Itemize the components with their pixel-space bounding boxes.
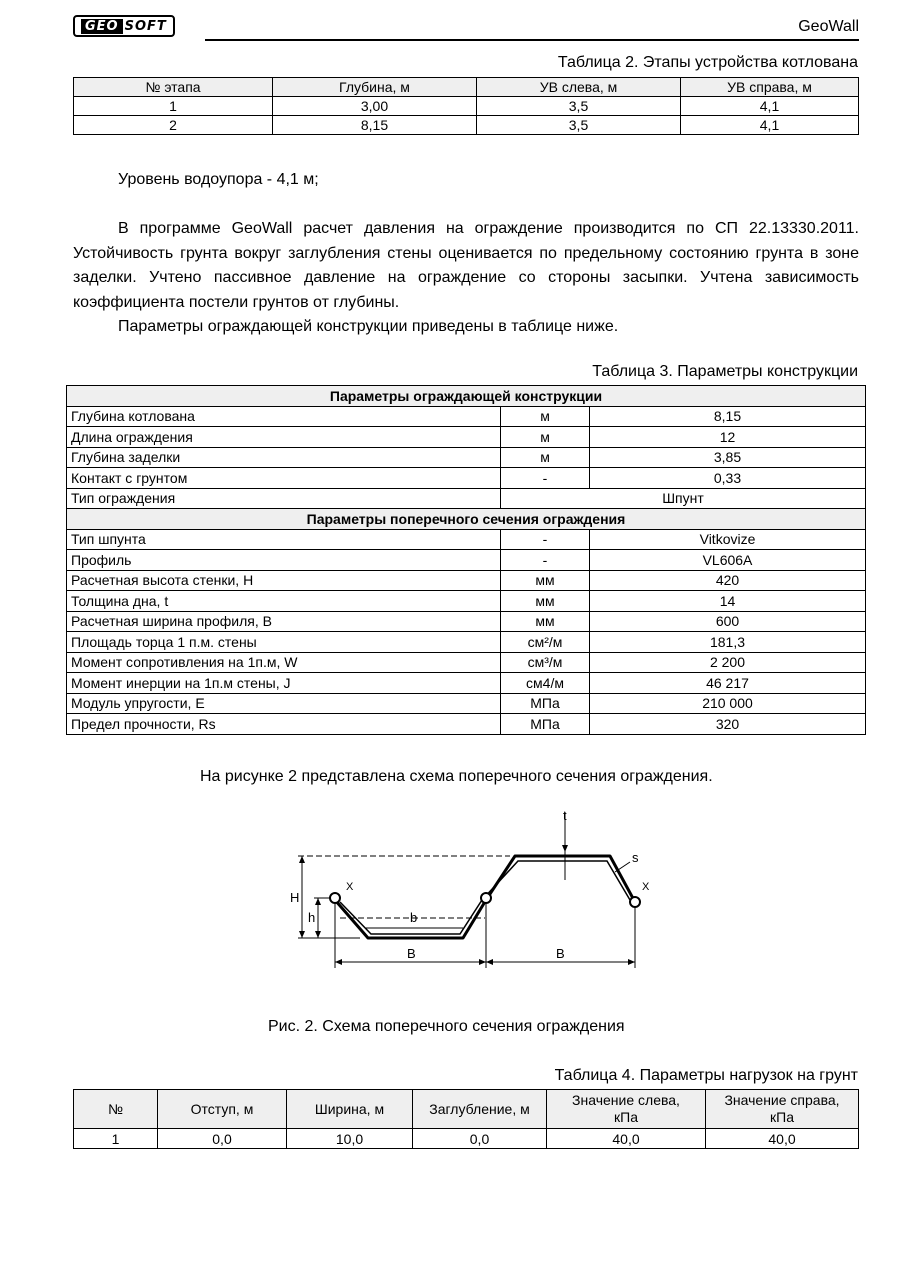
param-unit: -	[501, 529, 590, 550]
param-unit: МПа	[501, 714, 590, 735]
lock-joint-left-icon	[330, 893, 340, 903]
table-row	[67, 693, 866, 714]
param-unit: м	[501, 427, 590, 448]
param-value: Шпунт	[501, 488, 866, 509]
param-value: 12	[590, 427, 866, 448]
table-cell: 1	[74, 1129, 158, 1149]
table-cell: 4,1	[681, 116, 859, 135]
param-value: Vitkovize	[590, 529, 866, 550]
table-row	[67, 427, 866, 448]
logo-part-soft: SOFT	[124, 18, 167, 34]
param-unit: см³/м	[501, 652, 590, 673]
table2-header-cell: № этапа	[74, 78, 273, 97]
param-name: Толщина дна, t	[67, 591, 501, 612]
param-unit: -	[501, 550, 590, 571]
geosoft-logo	[73, 15, 175, 37]
label-h-small: h	[308, 910, 316, 925]
table-row	[74, 97, 859, 116]
param-value: 320	[590, 714, 866, 735]
sheet-pile-section-diagram	[280, 810, 660, 980]
table-row	[67, 632, 866, 653]
param-name: Расчетная ширина профиля, B	[67, 611, 501, 632]
table-row	[67, 550, 866, 571]
param-value: 46 217	[590, 673, 866, 694]
table-row	[74, 1129, 859, 1149]
table-cell: 3,5	[477, 116, 681, 135]
param-value: 420	[590, 570, 866, 591]
param-name: Контакт с грунтом	[67, 468, 501, 489]
logo-part-geo: GEO	[81, 19, 123, 34]
table2	[73, 77, 859, 135]
param-unit: м	[501, 406, 590, 427]
param-unit: мм	[501, 611, 590, 632]
param-name: Расчетная высота стенки, H	[67, 570, 501, 591]
param-name: Предел прочности, Rs	[67, 714, 501, 735]
label-b-left: B	[407, 946, 416, 961]
table-cell: 4,1	[681, 97, 859, 116]
table3-caption: Таблица 3. Параметры конструкции	[592, 363, 858, 380]
label-h-total: H	[290, 890, 300, 905]
param-value: VL606A	[590, 550, 866, 571]
table2-caption: Таблица 2. Этапы устройства котлована	[557, 54, 858, 71]
table4	[73, 1089, 859, 1149]
label-t: t	[563, 810, 567, 823]
table-row	[67, 570, 866, 591]
param-unit: -	[501, 468, 590, 489]
table-row	[67, 447, 866, 468]
section-title: Параметры поперечного сечения ограждения	[67, 509, 866, 530]
paragraph-params-intro: Параметры ограждающей конструкции приведены в таблице ниже.	[118, 318, 619, 335]
table-row	[67, 652, 866, 673]
figure-caption: Рис. 2. Схема поперечного сечения ограждения	[268, 1018, 625, 1035]
param-name: Глубина заделки	[67, 447, 501, 468]
table4-header-cell: Значение слева, кПа	[547, 1090, 706, 1129]
figure-intro: На рисунке 2 представлена схема поперечного сечения ограждения.	[200, 768, 713, 785]
table-row	[74, 116, 859, 135]
table4-header-row	[74, 1090, 859, 1129]
table3	[66, 385, 866, 735]
table2-header-cell: Глубина, м	[273, 78, 477, 97]
lock-joint-mid-icon	[481, 893, 491, 903]
label-b-small: b	[410, 910, 418, 925]
param-value: 3,85	[590, 447, 866, 468]
table-cell: 0,0	[413, 1129, 547, 1149]
table-row	[67, 714, 866, 735]
table-cell: 10,0	[287, 1129, 413, 1149]
table2-header-cell: УВ слева, м	[477, 78, 681, 97]
table-row	[67, 529, 866, 550]
param-name: Момент сопротивления на 1п.м, W	[67, 652, 501, 673]
table4-header-cell: Отступ, м	[158, 1090, 287, 1129]
label-x-right: X	[642, 881, 650, 893]
param-name: Площадь торца 1 п.м. стены	[67, 632, 501, 653]
table4-header-cell: №	[74, 1090, 158, 1129]
param-name: Модуль упругости, E	[67, 693, 501, 714]
param-value: 14	[590, 591, 866, 612]
table-cell: 8,15	[273, 116, 477, 135]
table-row	[67, 591, 866, 612]
header-title: GeoWall	[798, 18, 859, 35]
param-value: 210 000	[590, 693, 866, 714]
param-value: 0,33	[590, 468, 866, 489]
table2-header-row	[74, 78, 859, 97]
param-unit: см4/м	[501, 673, 590, 694]
table-row	[67, 611, 866, 632]
table-row	[67, 488, 866, 509]
label-b-right: B	[556, 946, 565, 961]
param-name: Момент инерции на 1п.м стены, J	[67, 673, 501, 694]
param-value: 2 200	[590, 652, 866, 673]
param-unit: мм	[501, 570, 590, 591]
param-unit: МПа	[501, 693, 590, 714]
table-cell: 3,5	[477, 97, 681, 116]
param-value: 8,15	[590, 406, 866, 427]
header-rule	[205, 39, 859, 41]
table3-section-header	[67, 386, 866, 407]
table2-header-cell: УВ справа, м	[681, 78, 859, 97]
table-cell: 0,0	[158, 1129, 287, 1149]
param-name: Тип шпунта	[67, 529, 501, 550]
aquitard-line: Уровень водоупора - 4,1 м;	[118, 171, 319, 188]
page-header	[73, 12, 859, 42]
table-row	[67, 406, 866, 427]
label-s: s	[632, 850, 639, 865]
interlock-joints	[330, 893, 640, 907]
paragraph-method: В программе GeoWall расчет давления на ограждение производится по СП 22.13330.2011. Устойчивость грунта вокруг заглубления стены оценивается по предельному состоянию грунта в зоне заделки. Учтено пассивное давление на ограждение со стороны засыпки. Учтена зависимость коэффициента постели грунтов от глубины.	[73, 220, 859, 311]
table3-section-header	[67, 509, 866, 530]
label-x-left: X	[346, 881, 354, 893]
table-cell: 2	[74, 116, 273, 135]
param-name: Глубина котлована	[67, 406, 501, 427]
param-unit: м	[501, 447, 590, 468]
param-unit: см²/м	[501, 632, 590, 653]
param-name: Длина ограждения	[67, 427, 501, 448]
param-value: 181,3	[590, 632, 866, 653]
table4-caption: Таблица 4. Параметры нагрузок на грунт	[554, 1067, 858, 1084]
table-cell: 3,00	[273, 97, 477, 116]
table-row	[67, 468, 866, 489]
param-value: 600	[590, 611, 866, 632]
table-cell: 40,0	[706, 1129, 859, 1149]
table-cell: 1	[74, 97, 273, 116]
table4-header-cell: Ширина, м	[287, 1090, 413, 1129]
param-unit: мм	[501, 591, 590, 612]
table4-header-cell: Значение справа, кПа	[706, 1090, 859, 1129]
param-name: Профиль	[67, 550, 501, 571]
table-row	[67, 673, 866, 694]
table4-header-cell: Заглубление, м	[413, 1090, 547, 1129]
param-name: Тип ограждения	[67, 488, 501, 509]
section-title: Параметры ограждающей конструкции	[67, 386, 866, 407]
dimension-ticks	[299, 845, 635, 965]
table-cell: 40,0	[547, 1129, 706, 1149]
lock-joint-right-icon	[630, 897, 640, 907]
